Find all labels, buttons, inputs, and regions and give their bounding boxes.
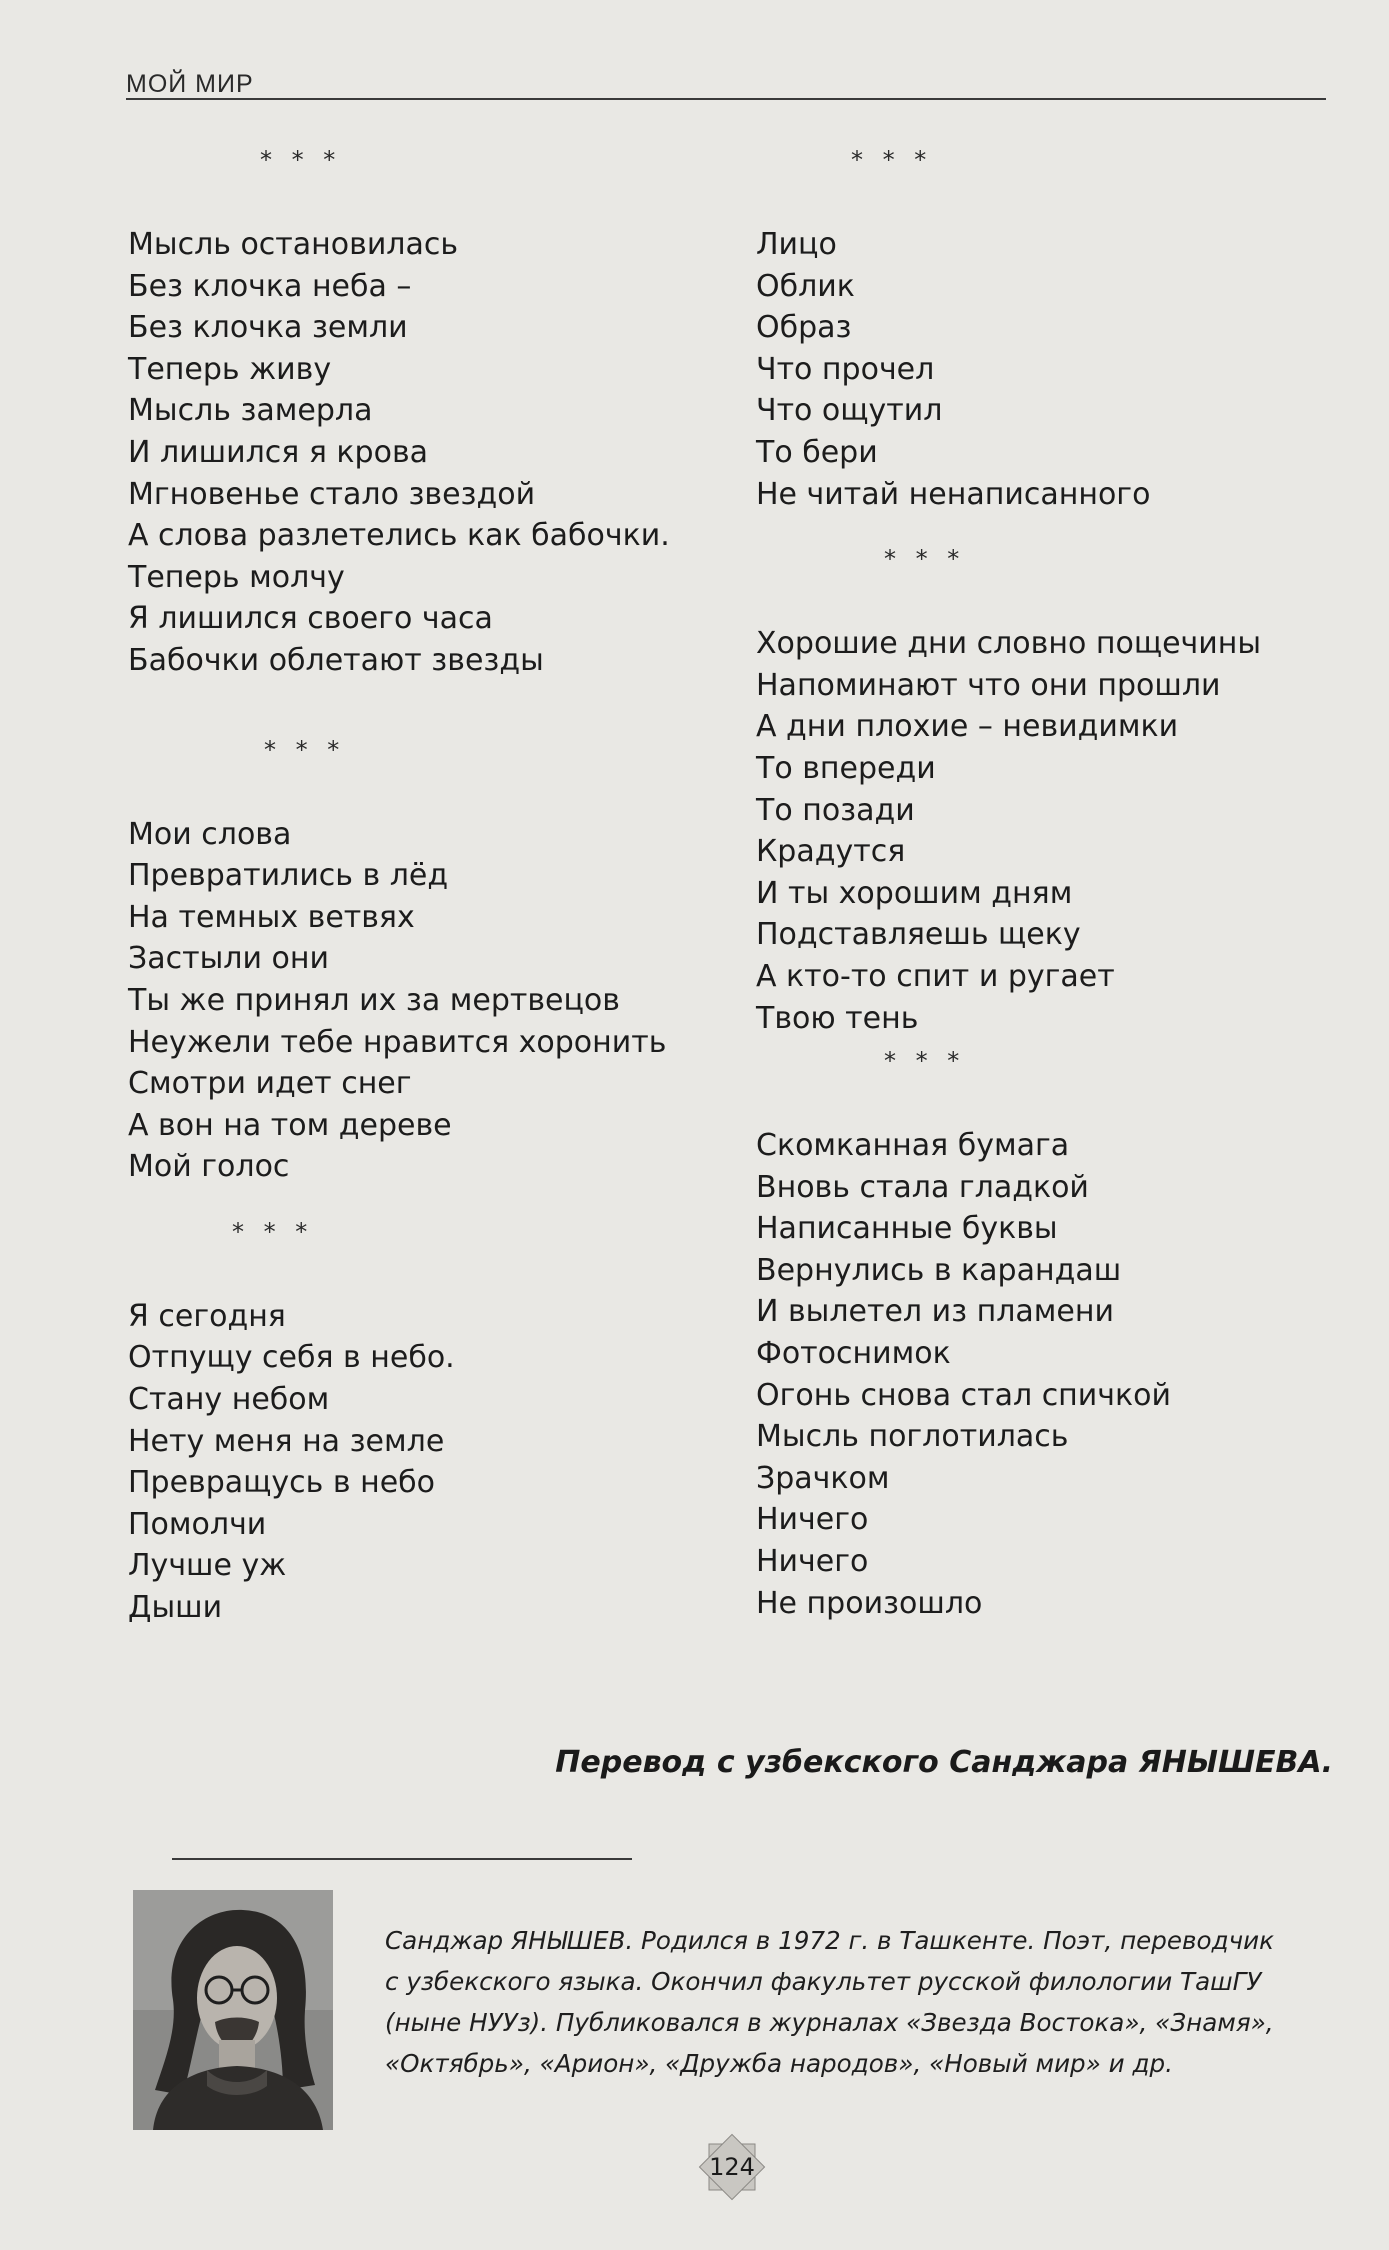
poem-line: А вон на том дереве [128, 1107, 452, 1143]
poem-line: Ничего [756, 1544, 869, 1580]
poem-line: Что прочел [756, 351, 935, 387]
poem-line: Нету меня на земле [128, 1423, 445, 1459]
right-column [756, 140, 1356, 1624]
poem-line: Я лишился своего часа [128, 601, 493, 637]
poem-line: Хорошие дни словно пощечины [756, 626, 1262, 662]
poem-line: Превращусь в небо [128, 1465, 436, 1501]
poem-divider: * * * [884, 545, 966, 574]
poem-line: Образ [756, 310, 852, 346]
poem-line: Не читай ненаписанного [756, 476, 1151, 512]
poem-line: Облик [756, 268, 855, 304]
poem-divider: * * * [884, 1047, 966, 1076]
poem-line: На темных ветвях [128, 899, 415, 935]
poem-line: Что ощутил [756, 393, 943, 429]
poem [128, 1212, 728, 1629]
poem-line: Без клочка неба – [128, 268, 412, 304]
poem-divider: * * * [851, 146, 933, 174]
poem-line: Крадутся [756, 834, 906, 870]
poem-line: Вновь стала гладкой [756, 1169, 1089, 1205]
poem-line: Мой голос [128, 1149, 290, 1185]
poem-line: И вылетел из пламени [756, 1294, 1114, 1330]
poem-line: И ты хорошим дням [756, 875, 1073, 911]
poem-line: Огонь снова стал спичкой [756, 1377, 1171, 1413]
poem-line: Дыши [128, 1590, 223, 1626]
poem-line: Мысль замерла [128, 393, 373, 429]
poem-line: Я сегодня [128, 1298, 286, 1334]
poem-line: Мои слова [128, 816, 292, 852]
bio-line: «Октябрь», «Арион», «Дружба народов», «Новый мир» и др. [385, 2049, 1173, 2078]
poem-line: Превратились в лёд [128, 858, 449, 894]
poem-line: Застыли они [128, 941, 329, 977]
poem-line: Теперь молчу [128, 559, 345, 595]
poem-line: Не произошло [756, 1585, 983, 1621]
poem-line: Твою тень [756, 1000, 919, 1036]
page-number: 124 [709, 2153, 755, 2181]
bio-divider [172, 1858, 632, 1860]
portrait-illustration [133, 1890, 333, 2130]
poem-line: А кто-то спит и ругает [756, 958, 1115, 994]
poem-line: То позади [756, 792, 915, 828]
left-column [128, 140, 728, 1629]
poem-line: Стану небом [128, 1382, 330, 1418]
poem [128, 140, 728, 682]
author-bio [385, 1920, 1335, 2084]
poem-line: И лишился я крова [128, 434, 429, 470]
poem [756, 539, 1356, 1039]
poem-divider: * * * [260, 146, 342, 174]
poem-line: То бери [756, 434, 878, 470]
poem-line: Ничего [756, 1502, 869, 1538]
bio-line: Санджар ЯНЫШЕВ. Родился в 1972 г. в Ташкенте. Поэт, переводчик [385, 1926, 1274, 1955]
page-number-badge [695, 2130, 769, 2204]
poem-line: Мысль поглотилась [756, 1419, 1069, 1455]
poem-line: Бабочки облетают звезды [128, 642, 544, 678]
poem-divider: * * * [232, 1217, 314, 1246]
poem [128, 730, 728, 1188]
poem-line: Мгновенье стало звездой [128, 476, 536, 512]
poem-line: Помолчи [128, 1506, 267, 1542]
poem [756, 140, 1356, 515]
poem [756, 1041, 1356, 1624]
translation-credit: Перевод с узбекского Санджара ЯНЫШЕВА. [555, 1745, 1333, 1780]
poem-line: Зрачком [756, 1460, 890, 1496]
poem-line: Мысль остановилась [128, 227, 459, 262]
poem-line: А слова разлетелись как бабочки. [128, 518, 670, 554]
poem-line: Фотоснимок [756, 1336, 951, 1372]
poem-line: Написанные буквы [756, 1211, 1058, 1247]
poem-line: Смотри идет снег [128, 1066, 412, 1102]
bio-line: с узбекского языка. Окончил факультет русской филологии ТашГУ [385, 1967, 1262, 1996]
bio-line: (ныне НУУз). Публиковался в журналах «Звезда Востока», «Знамя», [385, 2008, 1274, 2037]
header-rule [126, 98, 1326, 100]
poem-line: Неужели тебе нравится хоронить [128, 1024, 667, 1060]
poem-line: Ты же принял их за мертвецов [128, 982, 620, 1018]
poem-line: Вернулись в карандаш [756, 1252, 1122, 1288]
poem-line: Отпущу себя в небо. [128, 1340, 455, 1376]
poem-line: Скомканная бумага [756, 1128, 1070, 1164]
poem-line: Без клочка земли [128, 310, 408, 346]
poem-line: Лучше уж [128, 1548, 287, 1584]
poem-line: Лицо [756, 227, 837, 262]
poem-line: То впереди [756, 750, 936, 786]
poem-line: Подставляешь щеку [756, 917, 1081, 953]
running-head: МОЙ МИР [126, 70, 254, 98]
poem-line: А дни плохие – невидимки [756, 709, 1179, 745]
poem-line: Напоминают что они прошли [756, 667, 1221, 703]
poem-line: Теперь живу [128, 351, 332, 387]
poem-divider: * * * [264, 735, 346, 764]
author-photo [133, 1890, 333, 2130]
